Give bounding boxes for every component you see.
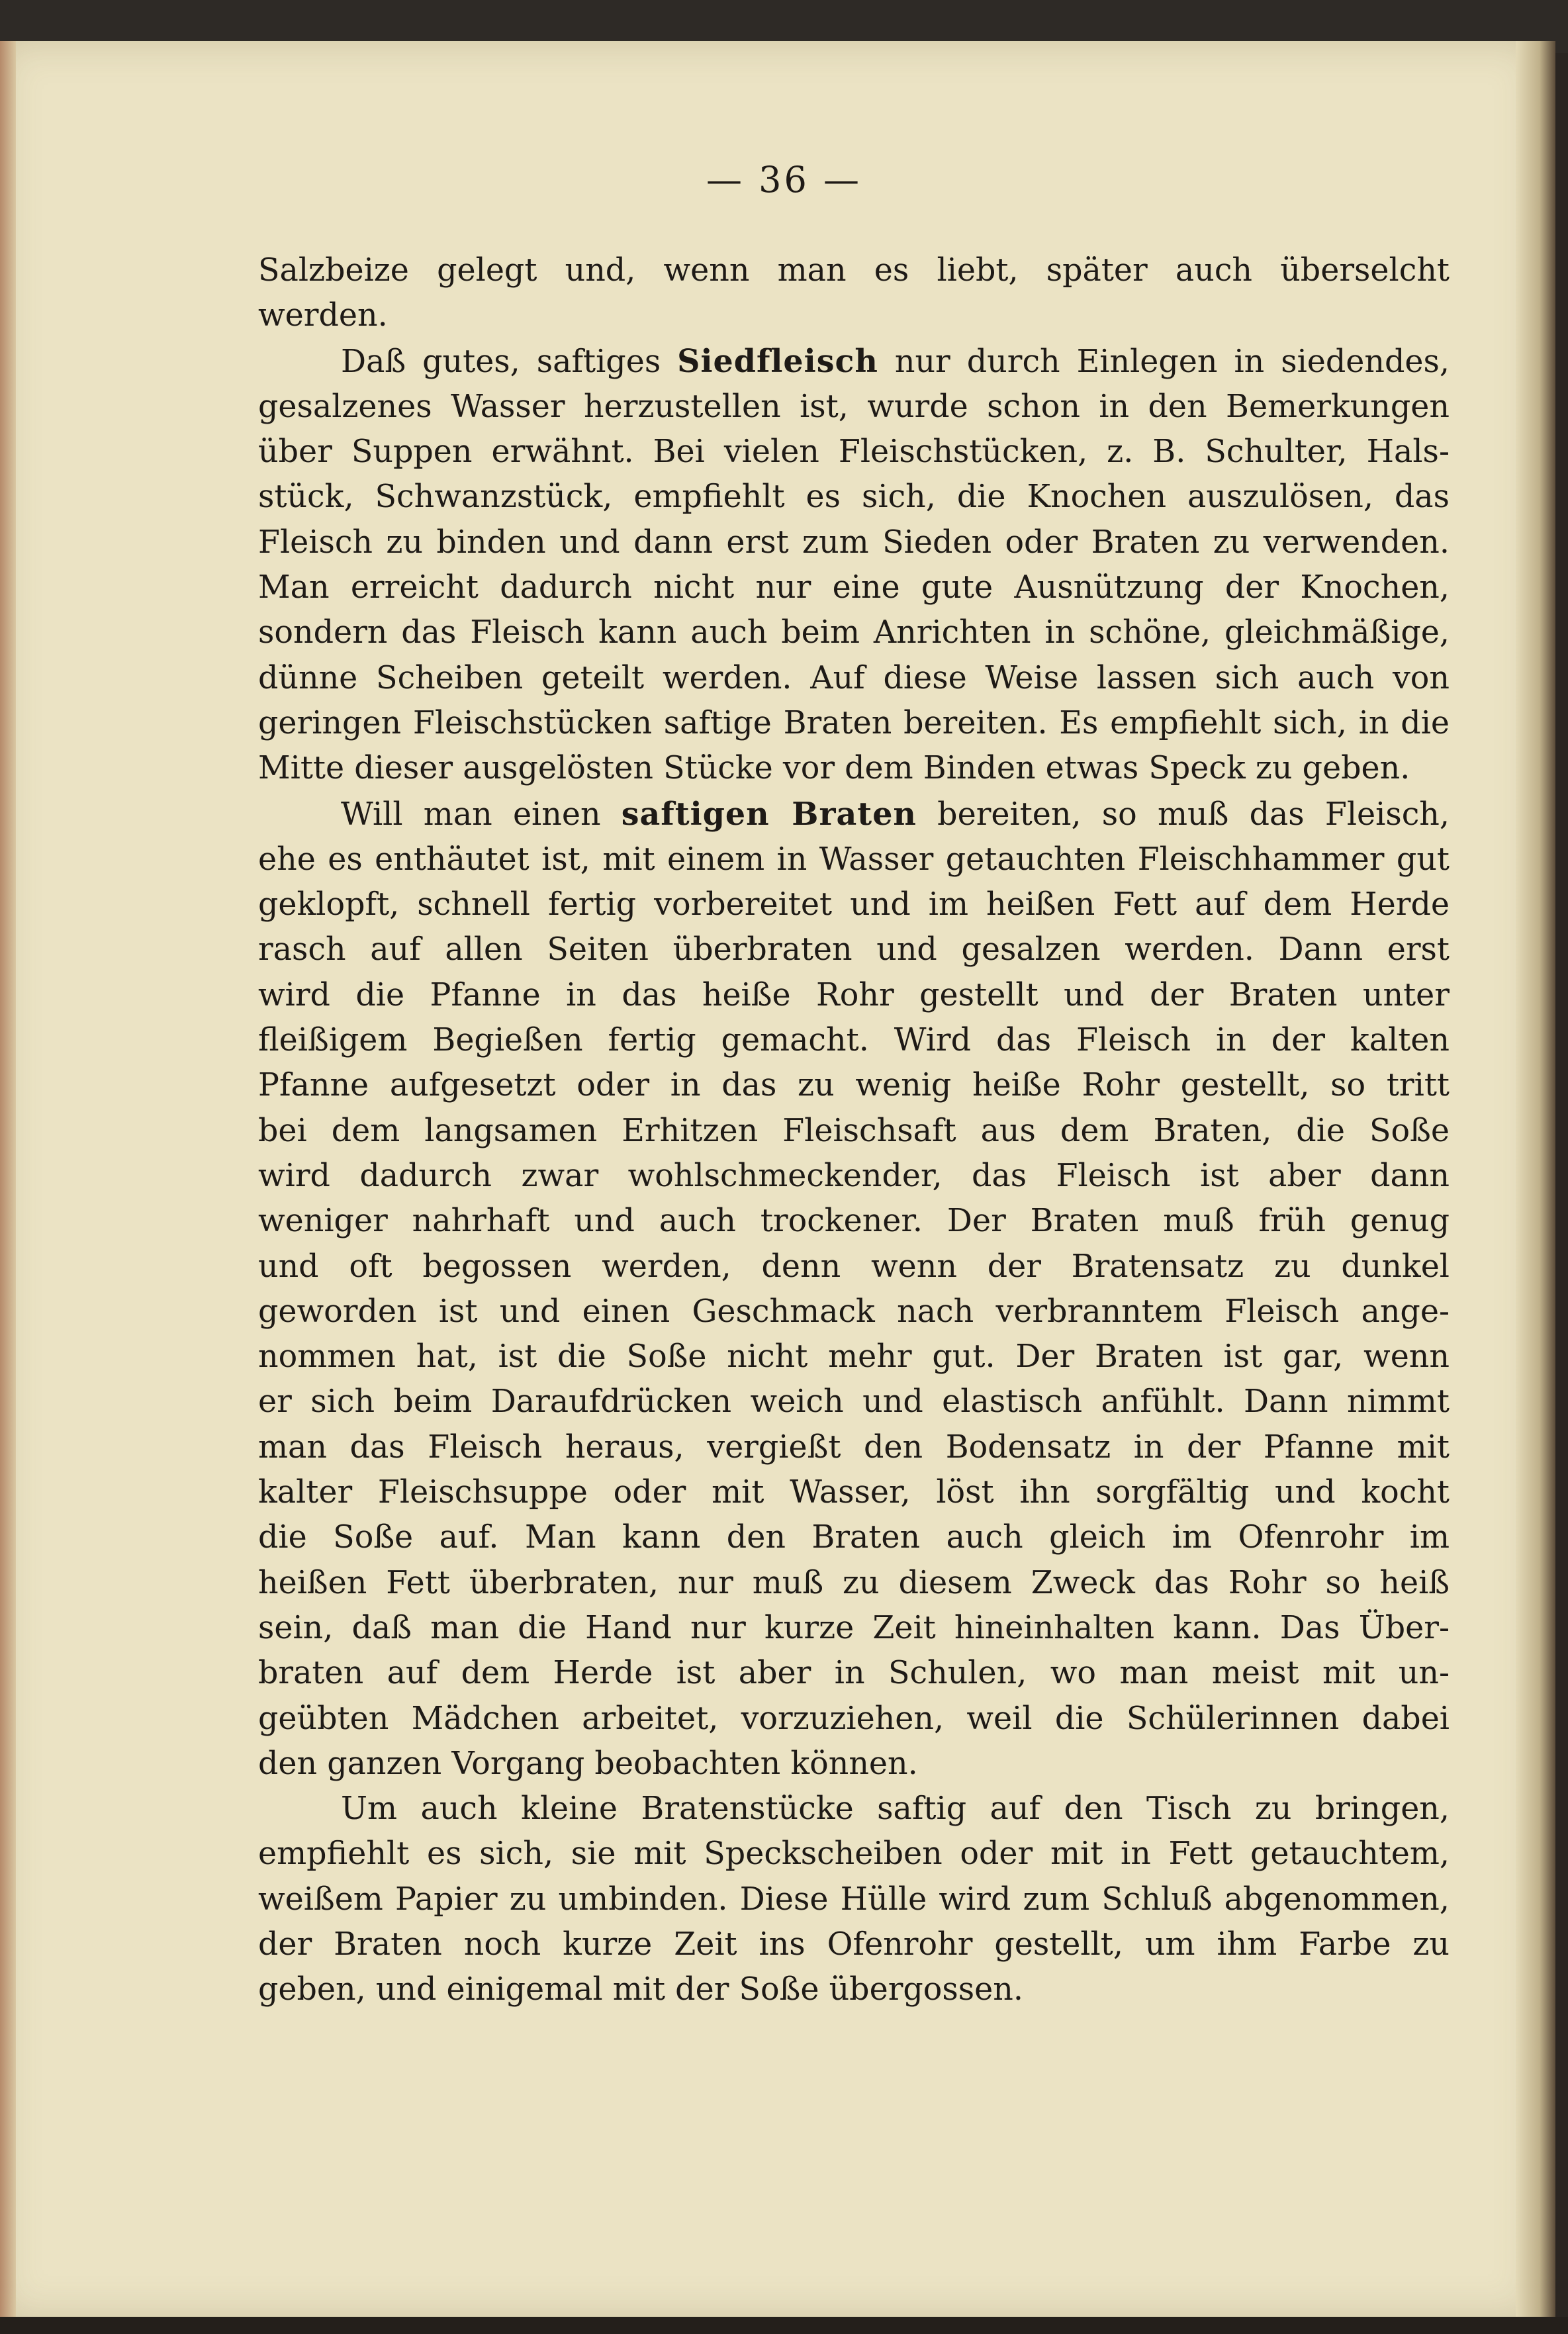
text-line: Salzbeize gelegt und, wenn man es liebt, später auch überselcht	[258, 252, 1450, 289]
body-text	[258, 248, 1450, 2013]
text-run: Daß gutes, saftiges	[341, 343, 678, 380]
text-line: sondern das Fleisch kann auch beim Anrichten in schöne, gleichmäßige,	[258, 614, 1450, 651]
text-line: sein, daß man die Hand nur kurze Zeit hineinhalten kann. Das Über-	[258, 1609, 1450, 1646]
text-line: weniger nahrhaft und auch trockener. Der Braten muß früh genug	[258, 1203, 1450, 1240]
text-run: nur durch Einlegen in siedendes,	[878, 343, 1450, 380]
page-left-edge	[0, 41, 16, 2318]
text-line: geworden ist und einen Geschmack nach verbranntem Fleisch ange-	[258, 1293, 1450, 1330]
text-line: Fleisch zu binden und dann erst zum Sieden oder Braten zu verwenden.	[258, 524, 1450, 561]
text-line: weißem Papier zu umbinden. Diese Hülle wird zum Schluß abgenommen,	[258, 1881, 1450, 1918]
text-run: bereiten, so muß das Fleisch,	[916, 796, 1450, 833]
text-line: die Soße auf. Man kann den Braten auch gleich im Ofenrohr im	[258, 1519, 1450, 1556]
text-line: werden.	[258, 297, 388, 334]
page-right-edge	[1516, 41, 1555, 2318]
text-line: über Suppen erwähnt. Bei vielen Fleischstücken, z. B. Schulter, Hals-	[258, 434, 1450, 471]
text-line: Mitte dieser ausgelösten Stücke vor dem Binden etwas Speck zu geben.	[258, 750, 1410, 787]
text-line: wird die Pfanne in das heiße Rohr gestellt und der Braten unter	[258, 976, 1450, 1013]
text-line: braten auf dem Herde ist aber in Schulen, wo man meist mit un-	[258, 1655, 1450, 1692]
text-line: Um auch kleine Bratenstücke saftig auf den Tisch zu bringen,	[341, 1791, 1450, 1828]
text-line: geübten Mädchen arbeitet, vorzuziehen, weil die Schülerinnen dabei	[258, 1700, 1450, 1737]
text-line: gesalzenes Wasser herzustellen ist, wurde schon in den Bemerkungen	[258, 388, 1450, 425]
page-number: — 36 —	[706, 159, 862, 201]
text-line: nommen hat, ist die Soße nicht mehr gut. Der Braten ist gar, wenn	[258, 1338, 1450, 1376]
text-line: kalter Fleischsuppe oder mit Wasser, löst ihn sorgfältig und kocht	[258, 1474, 1450, 1511]
text-line: heißen Fett überbraten, nur muß zu diesem Zweck das Rohr so heiß	[258, 1564, 1450, 1601]
text-line: bei dem langsamen Erhitzen Fleischsaft aus dem Braten, die Soße	[258, 1112, 1450, 1149]
text-line: fleißigem Begießen fertig gemacht. Wird das Fleisch in der kalten	[258, 1022, 1450, 1059]
text-line: geklopft, schnell fertig vorbereitet und im heißen Fett auf dem Herde	[258, 886, 1450, 923]
text-line: stück, Schwanzstück, empfiehlt es sich, die Knochen auszulösen, das	[258, 479, 1450, 516]
text-line: und oft begossen werden, denn wenn der Bratensatz zu dunkel	[258, 1248, 1450, 1285]
text-line: Man erreicht dadurch nicht nur eine gute Ausnützung der Knochen,	[258, 569, 1450, 606]
text-line: der Braten noch kurze Zeit ins Ofenrohr gestellt, um ihm Farbe zu	[258, 1926, 1450, 1963]
text-line: geringen Fleischstücken saftige Braten bereiten. Es empfiehlt sich, in die	[258, 704, 1450, 741]
text-run: Will man einen	[341, 796, 622, 833]
text-line: empfiehlt es sich, sie mit Speckscheiben oder mit in Fett getauchtem,	[258, 1836, 1450, 1873]
text-line: man das Fleisch heraus, vergießt den Bodensatz in der Pfanne mit	[258, 1428, 1450, 1466]
text-line: rasch auf allen Seiten überbraten und gesalzen werden. Dann erst	[258, 931, 1450, 968]
text-line	[258, 339, 1450, 385]
emphasized-term: Siedfleisch	[677, 342, 878, 380]
text-line: wird dadurch zwar wohlschmeckender, das Fleisch ist aber dann	[258, 1157, 1450, 1194]
text-line: dünne Scheiben geteilt werden. Auf diese Weise lassen sich auch von	[258, 659, 1450, 696]
scan-background-bottom	[0, 2317, 1568, 2334]
text-line: Pfanne aufgesetzt oder in das zu wenig heiße Rohr gestellt, so tritt	[258, 1067, 1450, 1104]
text-line: ehe es enthäutet ist, mit einem in Wasser getauchten Fleischhammer gut	[258, 841, 1450, 878]
text-line: den ganzen Vorgang beobachten können.	[258, 1745, 918, 1782]
emphasized-term: saftigen Braten	[621, 795, 917, 833]
text-line: geben, und einigemal mit der Soße übergossen.	[258, 1971, 1023, 2008]
text-line	[258, 792, 1450, 837]
text-line: er sich beim Daraufdrücken weich und elastisch anfühlt. Dann nimmt	[258, 1383, 1450, 1421]
